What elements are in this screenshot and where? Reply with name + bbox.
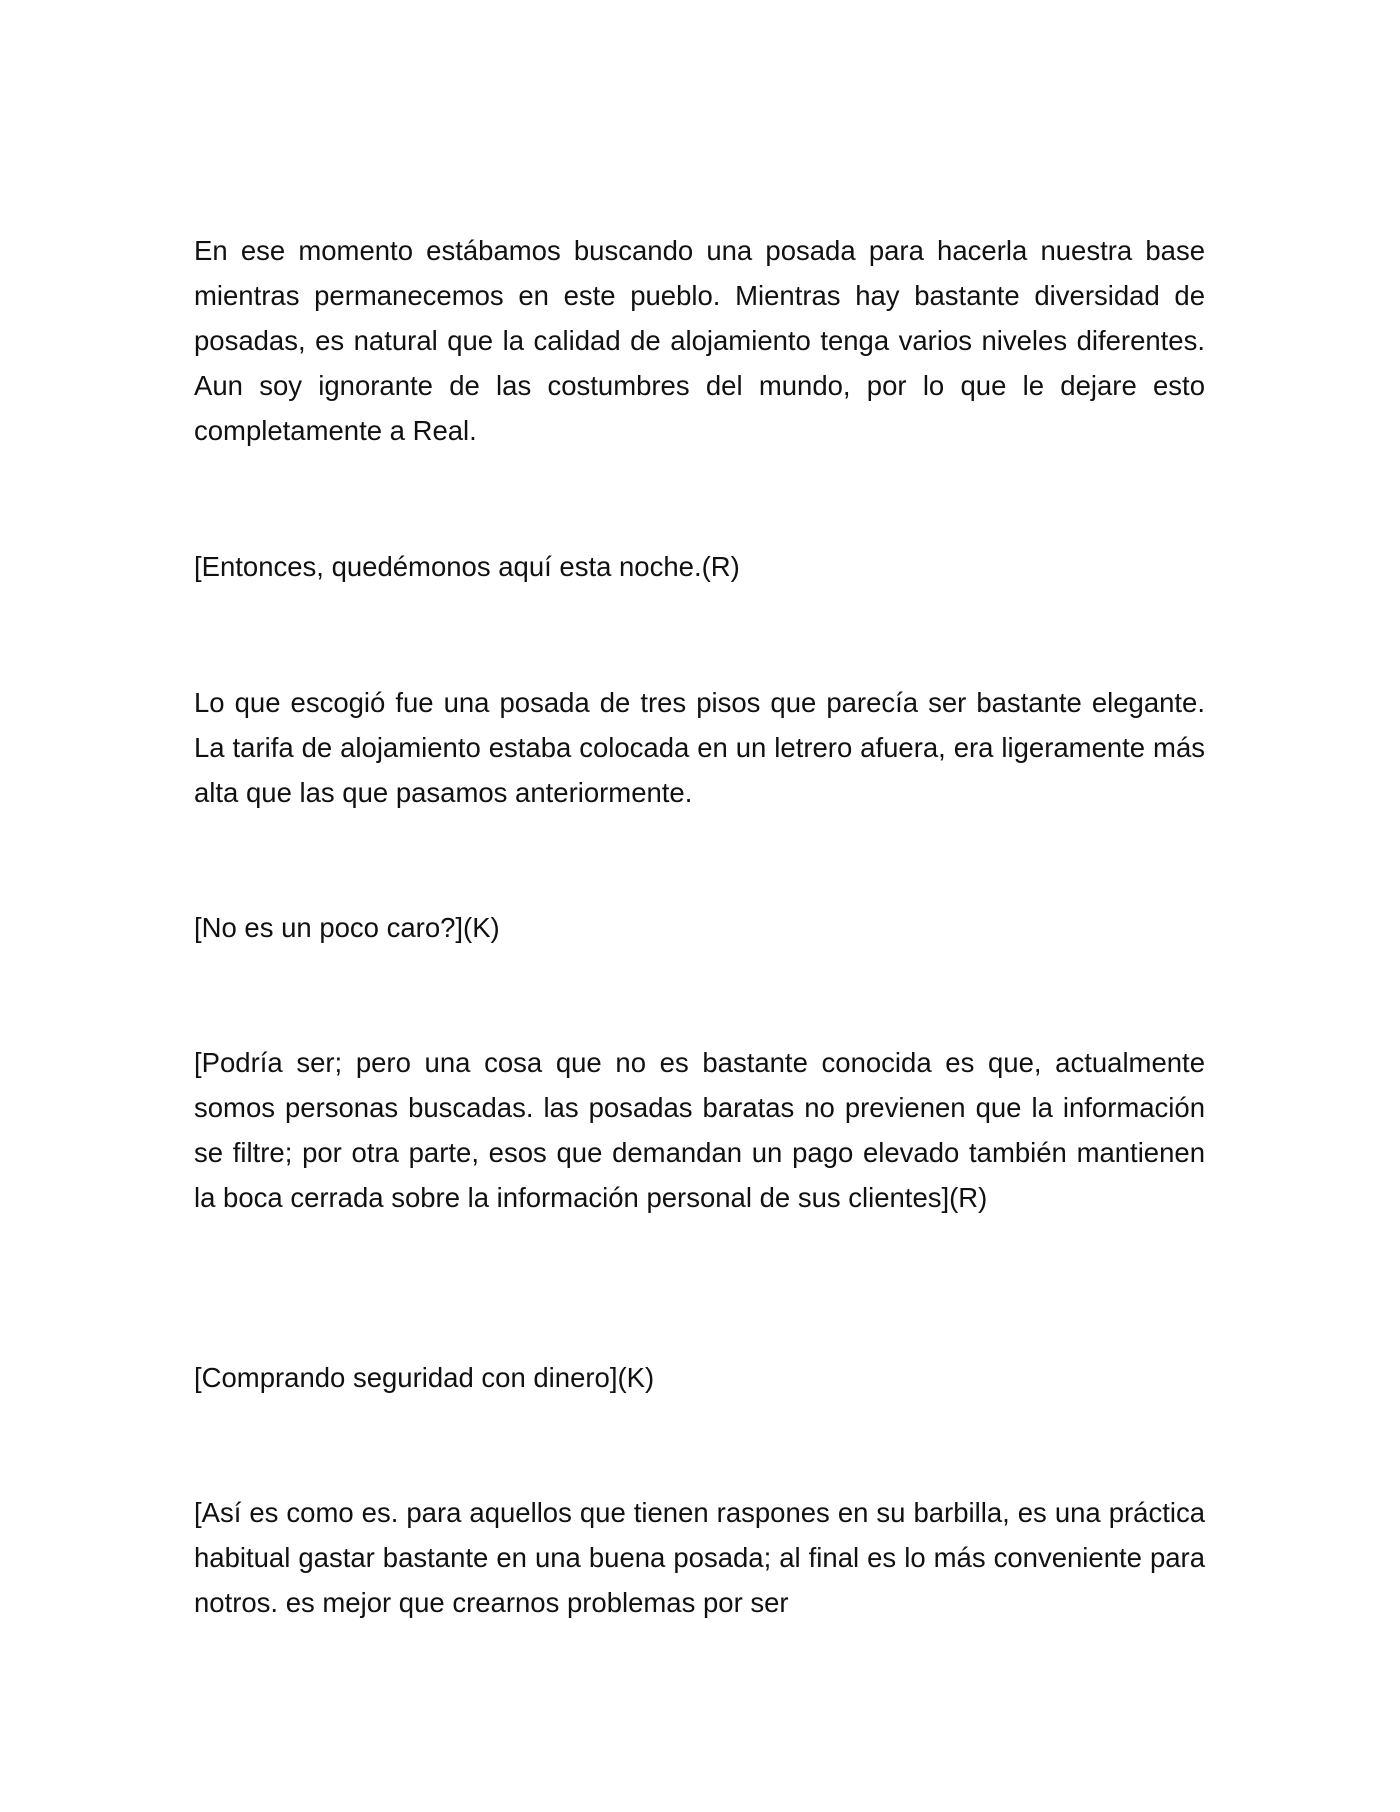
paragraph-dialogue-wanted-people: [Podría ser; pero una cosa que no es bastante conocida es que, actualmente somos personas buscadas. las posadas baratas no previenen que la información se filtre; por otra parte, esos que demandan un pago elevado también mantienen la boca cerrada sobre la información personal de sus clientes](R) (194, 1047, 1205, 1213)
paragraph-dialogue-common-practice: [Así es como es. para aquellos que tienen raspones en su barbilla, es una práctica habitual gastar bastante en una buena posada; al final es lo más conveniente para notros. es mejor que crearnos problemas por ser (194, 1497, 1205, 1618)
paragraph-narration-three-floor-inn: Lo que escogió fue una posada de tres pisos que parecía ser bastante elegante. La tarifa de alojamiento estaba colocada en un letrero afuera, era ligeramente más alta que las que pasamos anteriormente. (194, 687, 1205, 808)
paragraph-dialogue-buying-security: [Comprando seguridad con dinero](K) (194, 1362, 655, 1393)
paragraph-narration-search-inn: En ese momento estábamos buscando una posada para hacerla nuestra base mientras permanecemos en este pueblo. Mientras hay bastante diversidad de posadas, es natural que la calidad de alojamiento tenga varios niveles diferentes. Aun soy ignorante de las costumbres del mundo, por lo que le dejare esto completamente a Real. (194, 235, 1205, 446)
paragraph-dialogue-stay-tonight: [Entonces, quedémonos aquí esta noche.(R) (194, 551, 740, 582)
paragraph-dialogue-expensive: [No es un poco caro?](K) (194, 912, 500, 943)
